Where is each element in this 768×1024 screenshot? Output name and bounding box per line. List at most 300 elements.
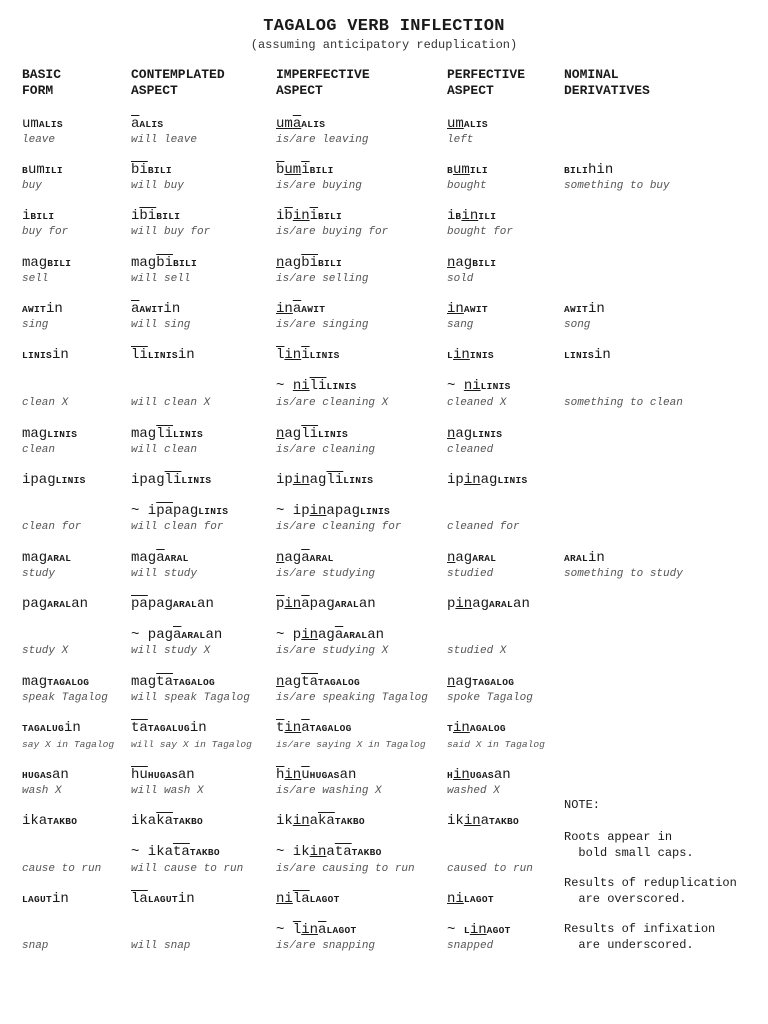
root-segment: LINIS [198, 506, 229, 517]
affix-segment: ~ pag [131, 627, 174, 643]
form-imperfective [276, 116, 325, 133]
gloss-contemplated: will clean for [131, 521, 224, 533]
gloss-imperfective: is/are snapping [276, 940, 376, 952]
form-contemplated [131, 767, 195, 784]
form-nominal [564, 347, 611, 364]
affix-segment: ika [131, 813, 157, 829]
reduplication-segment: $\overline{ta}$ [334, 844, 352, 860]
root-segment: ALIS [139, 119, 164, 130]
form-imperfective [276, 208, 342, 225]
gloss-nominal: something to buy [564, 180, 670, 192]
root-segment: BILI [47, 258, 72, 269]
form-imperfective [276, 162, 334, 179]
gloss-imperfective: is/are studying [276, 568, 376, 580]
alt-form-imperfective [276, 378, 356, 395]
form-imperfective [276, 301, 325, 318]
reduplication-segment: $\overline{a}$ [131, 301, 140, 317]
form-contemplated [131, 891, 195, 908]
form-imperfective [276, 472, 373, 489]
root-segment: LINIS [318, 429, 349, 440]
affix-segment: mag [22, 674, 48, 690]
page-title: TAGALOG VERB INFLECTION [263, 17, 505, 36]
infix-segment: in [455, 596, 473, 612]
root-segment: LINIS [147, 350, 178, 361]
affix-segment: ika [22, 813, 48, 829]
gloss-perfective: sang [447, 319, 474, 331]
reduplication-segment: $\overline{p}$ [276, 596, 285, 612]
root-segment: ALIS [301, 119, 326, 130]
alt-form-contemplated [131, 844, 220, 861]
affix-segment: ~ [447, 922, 464, 938]
affix-segment: ag [455, 426, 473, 442]
form-basic-form [22, 255, 71, 272]
gloss-contemplated: will snap [131, 940, 191, 952]
affix-segment: in [46, 301, 63, 317]
infix-segment: in [469, 922, 487, 938]
gloss-imperfective: is/are buying [276, 180, 362, 192]
infix-segment: n [276, 674, 285, 690]
gloss-basic-form: wash X [22, 785, 62, 797]
infix-segment: n [447, 426, 456, 442]
gloss-perfective: spoke Tagalog [447, 692, 533, 704]
root-segment: HUGAS [147, 770, 178, 781]
affix-segment: pag [309, 596, 335, 612]
gloss-perfective: cleaned X [447, 397, 507, 409]
infix-segment: um [447, 116, 464, 132]
root-segment: ARAL [173, 599, 198, 610]
affix-segment: ag [284, 674, 302, 690]
alt-form-perfective [447, 378, 511, 395]
reduplication-segment: $\overline{a}$ [301, 596, 310, 612]
affix-segment: an [358, 596, 376, 612]
root-segment: BILI [173, 258, 198, 269]
affix-segment: an [513, 596, 530, 612]
gloss-contemplated: will wash X [131, 785, 204, 797]
form-contemplated [131, 596, 214, 613]
root-segment: LINIS [309, 350, 340, 361]
affix-segment: ~ ika [131, 844, 174, 860]
gloss-imperfective: is/are cleaning for [276, 521, 402, 533]
reduplication-segment: $\overline{ka}$ [156, 813, 174, 829]
root-segment: LAGUT [147, 894, 178, 905]
gloss-basic-form: leave [22, 134, 56, 146]
form-contemplated [131, 301, 180, 318]
affix-segment: in [594, 347, 611, 363]
infix-segment: um [284, 162, 302, 178]
gloss-contemplated: will study X [131, 645, 211, 657]
infix-segment: in [292, 472, 310, 488]
root-segment: TAGALOG [173, 677, 216, 688]
form-perfective [447, 674, 514, 691]
form-imperfective [276, 891, 340, 908]
affix-segment: ipag [22, 472, 56, 488]
gloss-perfective: washed X [447, 785, 500, 797]
reduplication-segment: $\overline{a}$ [173, 627, 182, 643]
gloss-imperfective: is/are singing [276, 319, 369, 331]
affix-segment: in [588, 550, 605, 566]
infix-segment: n [276, 426, 285, 442]
infix-segment: ni [292, 378, 310, 394]
gloss-contemplated: will buy [131, 180, 184, 192]
reduplication-segment: $\overline{li}$ [131, 347, 148, 363]
root-segment: LAGOT [463, 894, 494, 905]
header-basic-form: BASIC FORM [22, 67, 62, 98]
alt-form-imperfective [276, 627, 384, 644]
gloss-perfective: left [447, 134, 474, 146]
form-contemplated [131, 255, 197, 272]
affix-segment: hin [588, 162, 614, 178]
gloss-basic-form: speak Tagalog [22, 692, 108, 704]
form-perfective [447, 550, 496, 567]
root-segment: ARAL [309, 553, 334, 564]
form-contemplated [131, 472, 211, 489]
affix-segment: i [22, 208, 31, 224]
gloss-perfective: bought for [447, 226, 514, 238]
affix-segment: mag [22, 550, 48, 566]
gloss-imperfective: is/are selling [276, 273, 369, 285]
root-segment: BILI [147, 165, 172, 176]
reduplication-segment: $\overline{l}$ [276, 347, 285, 363]
infix-segment: n [276, 550, 285, 566]
affix-segment: ~ [276, 922, 293, 938]
gloss-contemplated: will study [131, 568, 198, 580]
reduplication-segment: $\overline{i}$ [301, 347, 310, 363]
page-subtitle: (assuming anticipatory reduplication) [250, 38, 518, 52]
form-basic-form [22, 116, 63, 133]
root-segment: ARAL [564, 553, 589, 564]
form-imperfective [276, 767, 356, 784]
affix-segment: pag [147, 596, 174, 612]
reduplication-segment: $\overline{li}$ [164, 472, 182, 488]
affix-segment: in [177, 347, 195, 363]
gloss-contemplated: will clean [131, 444, 198, 456]
affix-segment: an [339, 767, 357, 783]
root-segment: BILI [318, 211, 343, 222]
infix-segment: in [292, 813, 310, 829]
root-segment: TAGALOG [309, 723, 352, 734]
alt-form-contemplated [131, 503, 228, 520]
alt-form-imperfective [276, 922, 356, 939]
infix-segment: n [447, 550, 456, 566]
gloss-basic-form: clean X [22, 397, 69, 409]
root-segment: ILI [478, 211, 497, 222]
root-segment: HUGAS [22, 770, 53, 781]
infix-segment: n [447, 255, 456, 271]
infix-segment: in [453, 720, 470, 736]
gloss-basic-form: buy for [22, 226, 69, 238]
header-imperfective-aspect: IMPERFECTIVE ASPECT [276, 67, 370, 98]
gloss-perfective: bought [447, 180, 487, 192]
reduplication-segment: $\overline{li}$ [326, 472, 344, 488]
form-imperfective [276, 596, 376, 613]
form-perfective [447, 347, 494, 364]
reduplication-segment: $\overline{b}$ [284, 208, 293, 224]
root-segment: AWIT [301, 304, 326, 315]
infix-segment: um [453, 162, 470, 178]
root-segment: TAGALOG [47, 677, 90, 688]
affix-segment: ag [284, 255, 302, 271]
root-segment: TAKBO [47, 816, 78, 827]
infix-segment: ni [463, 378, 481, 394]
affix-segment: ag [309, 472, 327, 488]
infix-segment: in [284, 720, 302, 736]
form-perfective [447, 162, 488, 179]
affix-segment: ik [447, 813, 464, 829]
root-segment: LINIS [326, 381, 357, 392]
form-basic-form [22, 813, 77, 830]
form-basic-form [22, 347, 69, 364]
affix-segment: um [22, 116, 39, 132]
root-segment: UGAS [469, 770, 494, 781]
gloss-basic-form: study X [22, 645, 69, 657]
infix-segment: a [292, 116, 302, 132]
root-segment: LINIS [564, 350, 595, 361]
root-segment: BILI [309, 165, 334, 176]
note-item: Results of infixation are underscored. [564, 922, 716, 952]
root-segment: LINIS [472, 429, 503, 440]
affix-segment: ip [276, 472, 293, 488]
affix-segment: ip [447, 472, 464, 488]
alt-form-contemplated [131, 627, 222, 644]
affix-segment: an [197, 596, 214, 612]
gloss-perfective: cleaned for [447, 521, 520, 533]
form-imperfective [276, 426, 348, 443]
affix-segment: in [52, 347, 69, 363]
affix-segment: mag [22, 426, 48, 442]
infix-segment: in [447, 301, 464, 317]
root-segment: INIS [469, 350, 494, 361]
reduplication-segment: $\overline{a}$ [301, 550, 310, 566]
root-segment: LAGOT [326, 925, 357, 936]
header-perfective-aspect: PERFECTIVE ASPECT [447, 67, 526, 98]
reduplication-segment: $\overline{li}$ [301, 426, 319, 442]
reduplication-segment: $\overline{a}$ [292, 301, 302, 317]
root-segment: B [447, 165, 454, 176]
affix-segment: ~ [276, 378, 293, 394]
infix-segment: in [292, 208, 310, 224]
root-segment: AWIT [564, 304, 589, 315]
gloss-contemplated: will cause to run [131, 863, 244, 875]
affix-segment: in [588, 301, 605, 317]
affix-segment: an [493, 767, 511, 783]
reduplication-segment: $\overline{hu}$ [131, 767, 148, 783]
root-segment: LINIS [173, 429, 204, 440]
gloss-imperfective: is/are causing to run [276, 863, 415, 875]
root-segment: B [22, 165, 29, 176]
gloss-basic-form: sell [22, 273, 49, 285]
root-segment: L [447, 350, 454, 361]
reduplication-segment: $\overline{a}$ [156, 550, 165, 566]
reduplication-segment: $\overline{u}$ [301, 767, 310, 783]
gloss-basic-form: buy [22, 180, 42, 192]
root-segment: T [447, 723, 454, 734]
form-imperfective [276, 720, 352, 737]
reduplication-segment: $\overline{h}$ [276, 767, 285, 783]
root-segment: AGALOG [469, 723, 506, 734]
affix-segment: ~ p [276, 627, 302, 643]
root-segment: LINIS [47, 429, 78, 440]
affix-segment: ag [284, 550, 302, 566]
gloss-contemplated: will clean X [131, 397, 211, 409]
infix-segment: in [284, 767, 302, 783]
gloss-contemplated: will sing [131, 319, 191, 331]
root-segment: LINIS [181, 475, 212, 486]
form-perfective [447, 891, 494, 908]
reduplication-segment: $\overline{t}$ [276, 720, 285, 736]
root-segment: TAGALOG [472, 677, 515, 688]
infix-segment: in [284, 347, 302, 363]
infix-segment: ni [276, 891, 293, 907]
affix-segment: mag [131, 255, 157, 271]
form-contemplated [131, 813, 203, 830]
form-perfective [447, 767, 511, 784]
infix-segment: in [309, 844, 327, 860]
alt-form-imperfective [276, 844, 382, 861]
gloss-perfective: sold [447, 273, 474, 285]
gloss-perfective: cleaned [447, 444, 494, 456]
form-perfective [447, 301, 488, 318]
affix-segment: ipag [131, 472, 165, 488]
root-segment: LINIS [55, 475, 86, 486]
affix-segment: a [326, 844, 335, 860]
form-nominal [564, 162, 613, 179]
form-basic-form [22, 550, 71, 567]
affix-segment: in [52, 891, 69, 907]
form-basic-form [22, 162, 63, 179]
gloss-imperfective: is/are washing X [276, 785, 382, 797]
root-segment: BILI [156, 211, 181, 222]
affix-segment: i [131, 208, 140, 224]
form-perfective [447, 255, 496, 272]
affix-segment: um [28, 162, 45, 178]
root-segment: TAGALUG [147, 723, 190, 734]
note-heading: NOTE: [564, 798, 601, 812]
gloss-basic-form: study [22, 568, 56, 580]
reduplication-segment: $\overline{bi}$ [139, 208, 157, 224]
form-perfective [447, 208, 496, 225]
root-segment: BILI [318, 258, 343, 269]
gloss-imperfective: is/are saying X in Tagalog [276, 739, 426, 750]
root-segment: LAGOT [309, 894, 340, 905]
root-segment: ALIS [38, 119, 63, 130]
affix-segment: mag [22, 255, 48, 271]
reduplication-segment: $\overline{ta}$ [301, 674, 319, 690]
form-nominal [564, 301, 605, 318]
affix-segment: p [447, 596, 456, 612]
root-segment: AGOT [486, 925, 511, 936]
reduplication-segment: $\overline{ta}$ [173, 844, 190, 860]
affix-segment: a [309, 813, 319, 829]
gloss-imperfective: is/are studying X [276, 645, 389, 657]
reduplication-segment: $\overline{pa}$ [156, 503, 174, 519]
alt-form-perfective [447, 922, 511, 939]
root-segment: AWIT [139, 304, 164, 315]
root-segment: LINIS [22, 350, 53, 361]
infix-segment: in [463, 813, 481, 829]
affix-segment: ~ i [131, 503, 157, 519]
infix-segment: in [301, 922, 319, 938]
gloss-basic-form: sing [22, 319, 49, 331]
affix-segment: ag [455, 674, 473, 690]
gloss-imperfective: is/are cleaning [276, 444, 376, 456]
form-perfective [447, 426, 502, 443]
reduplication-segment: $\overline{i}$ [309, 208, 319, 224]
gloss-perfective: caused to run [447, 863, 533, 875]
gloss-imperfective: is/are cleaning X [276, 397, 389, 409]
infix-segment: in [453, 767, 470, 783]
form-contemplated [131, 208, 180, 225]
infix-segment: in [301, 627, 319, 643]
gloss-nominal: something to study [564, 568, 683, 580]
alt-form-imperfective [276, 503, 390, 520]
form-imperfective [276, 674, 360, 691]
root-segment: TAKBO [334, 816, 365, 827]
gloss-contemplated: will buy for [131, 226, 211, 238]
reduplication-segment: $\overline{li}$ [309, 378, 327, 394]
gloss-nominal: something to clean [564, 397, 683, 409]
root-segment: ARAL [489, 599, 514, 610]
root-segment: TAKBO [351, 847, 382, 858]
gloss-contemplated: will speak Tagalog [131, 692, 250, 704]
affix-segment: an [177, 767, 195, 783]
affix-segment: in [177, 891, 195, 907]
infix-segment: um [276, 116, 293, 132]
form-basic-form [22, 472, 86, 489]
form-imperfective [276, 813, 365, 830]
form-contemplated [131, 674, 215, 691]
root-segment: AWIT [463, 304, 488, 315]
affix-segment: ik [276, 813, 293, 829]
affix-segment: an [205, 627, 223, 643]
reduplication-segment: $\overline{l}$ [292, 922, 302, 938]
note-item: Results of reduplication are overscored. [564, 876, 737, 906]
infix-segment: in [463, 472, 481, 488]
gloss-contemplated: will leave [131, 134, 198, 146]
reduplication-segment: $\overline{a}$ [301, 720, 310, 736]
affix-segment: ag [480, 472, 498, 488]
reduplication-segment: $\overline{ta}$ [131, 720, 148, 736]
gloss-basic-form: snap [22, 940, 49, 952]
reduplication-segment: $\overline{ka}$ [318, 813, 335, 829]
gloss-imperfective: is/are buying for [276, 226, 389, 238]
root-segment: AWIT [22, 304, 47, 315]
form-contemplated [131, 162, 172, 179]
form-basic-form [22, 891, 69, 908]
root-segment: B [455, 211, 462, 222]
reduplication-segment: $\overline{a}$ [334, 627, 344, 643]
root-segment: H [447, 770, 454, 781]
form-basic-form [22, 301, 63, 318]
affix-segment: ag [455, 550, 473, 566]
affix-segment: mag [131, 426, 157, 442]
gloss-nominal: song [564, 319, 591, 331]
gloss-perfective: said X in Tagalog [447, 739, 545, 750]
form-imperfective [276, 347, 340, 364]
form-basic-form [22, 208, 54, 225]
reduplication-segment: $\overline{li}$ [156, 426, 174, 442]
infix-segment: ni [447, 891, 464, 907]
form-perfective [447, 472, 527, 489]
reduplication-segment: $\overline{bi}$ [131, 162, 148, 178]
reduplication-segment: $\overline{la}$ [131, 891, 148, 907]
reduplication-segment: $\overline{bi}$ [156, 255, 174, 271]
root-segment: TAKBO [189, 847, 220, 858]
affix-segment: ag [284, 426, 302, 442]
gloss-imperfective: is/are leaving [276, 134, 369, 146]
root-segment: LINIS [360, 506, 391, 517]
root-segment: ARAL [343, 630, 368, 641]
form-nominal [564, 550, 605, 567]
